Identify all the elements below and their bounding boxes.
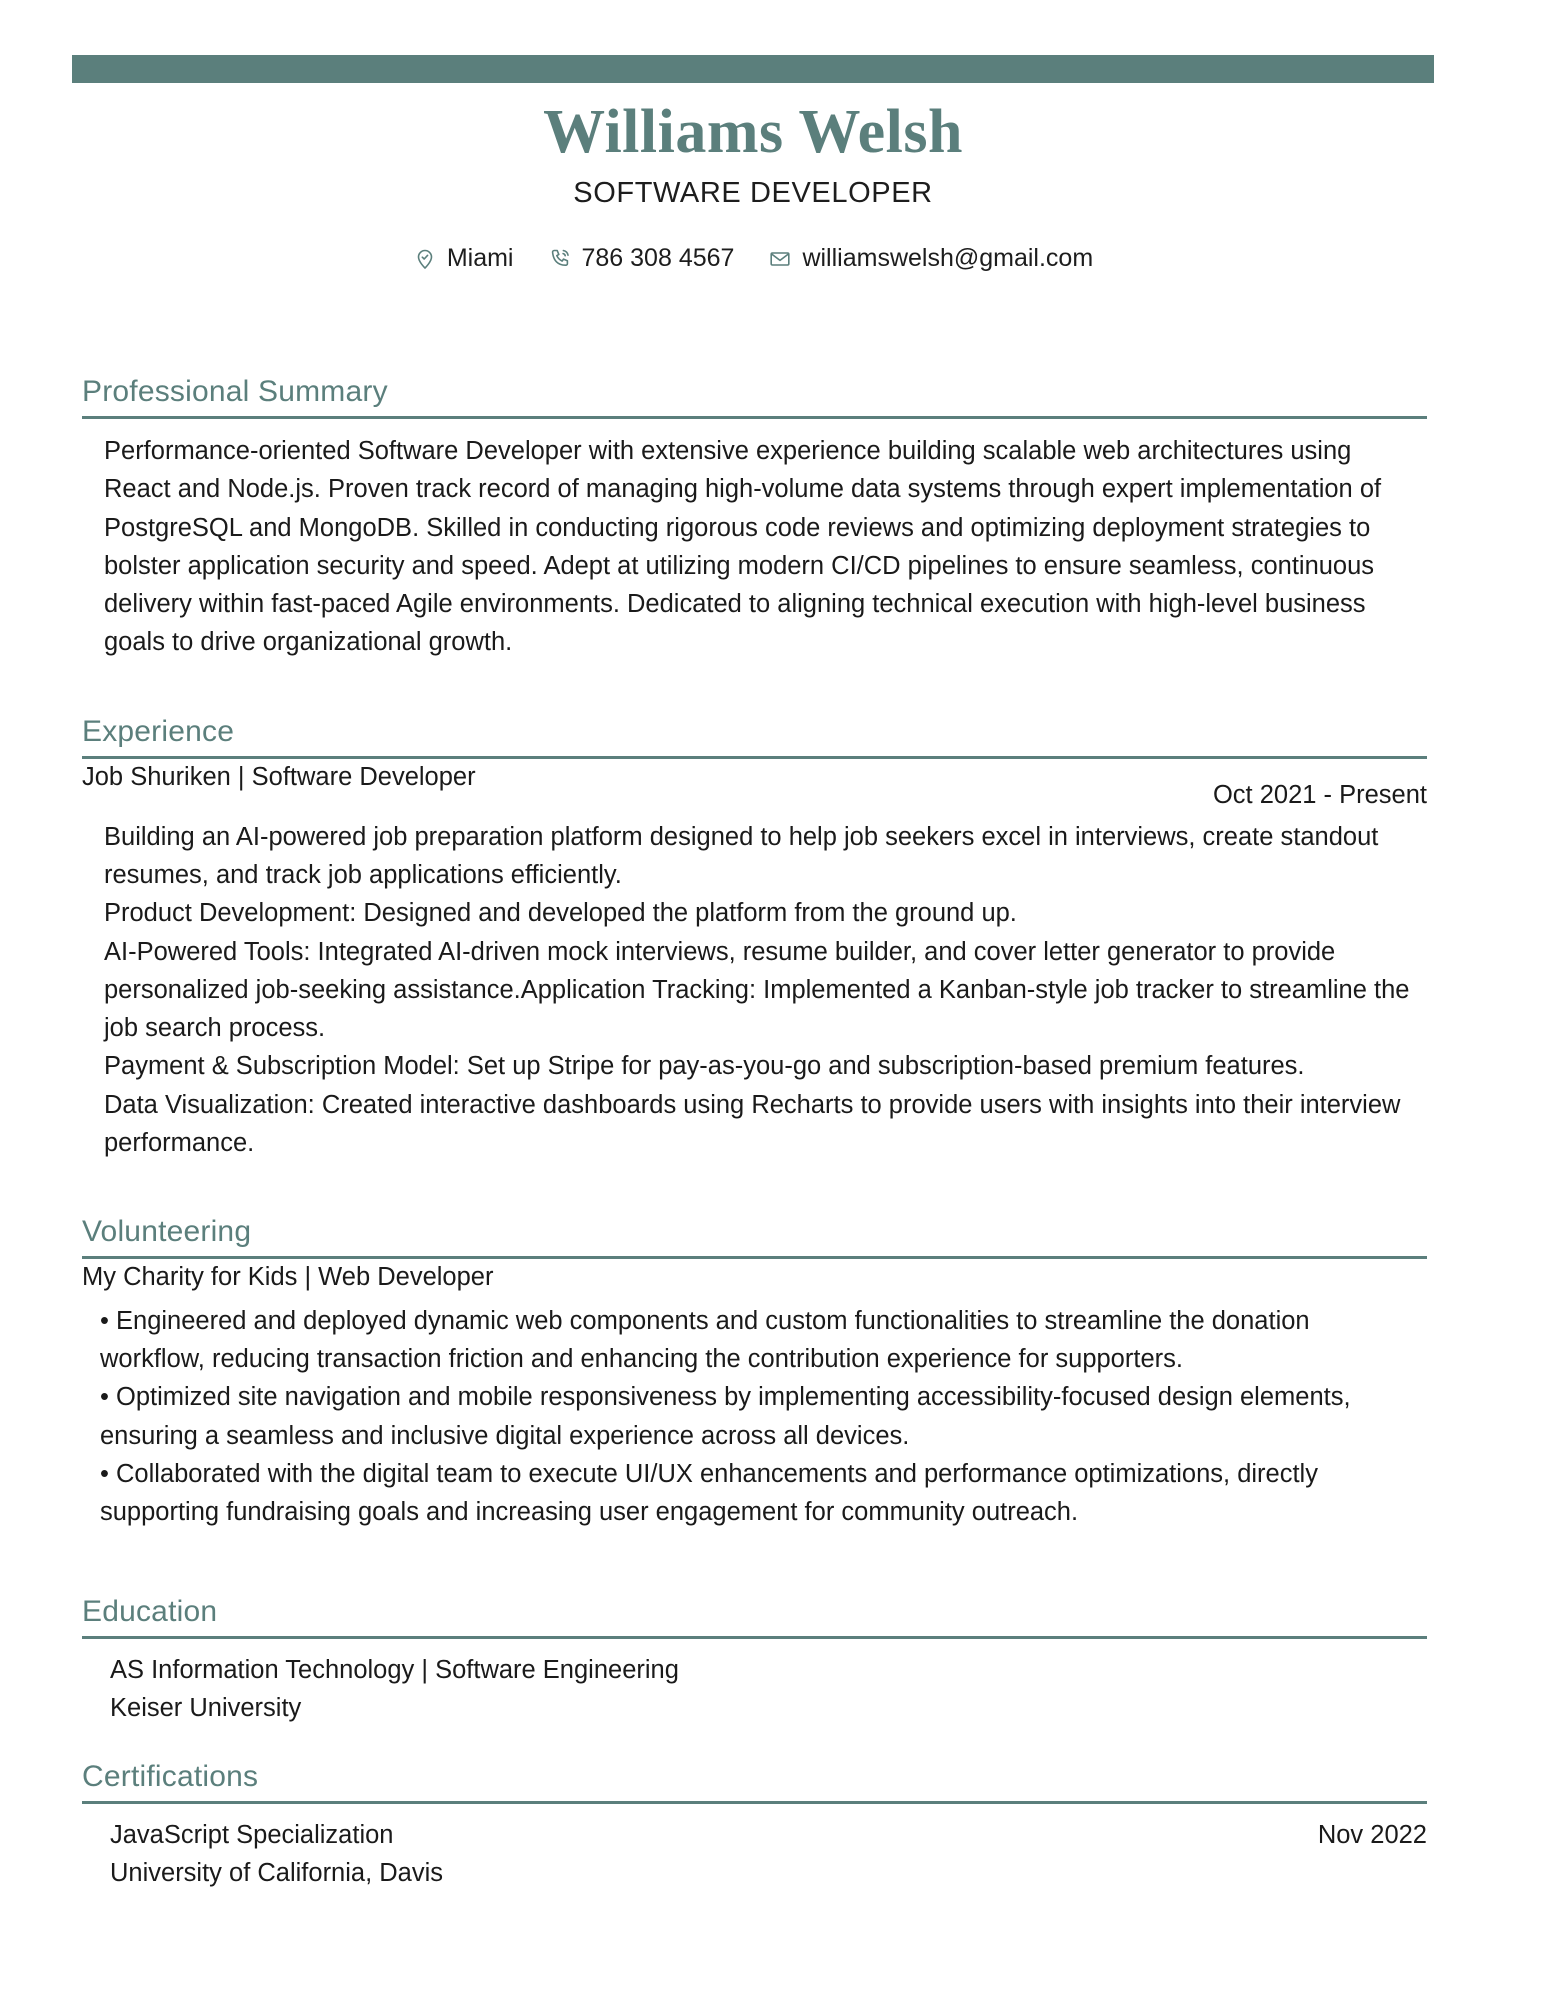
- section-heading-education: Education: [82, 1595, 218, 1628]
- experience-date: Oct 2021 - Present: [1212, 781, 1427, 809]
- section-education: [82, 1595, 1427, 1728]
- experience-entry: [82, 759, 1427, 1162]
- section-certifications: [82, 1760, 1427, 1893]
- contact-location: [413, 244, 514, 273]
- contact-email-value: williamswelsh@gmail.com: [802, 244, 1094, 273]
- contact-phone: [548, 244, 735, 273]
- envelope-icon: [768, 247, 792, 271]
- resume-header: [72, 100, 1434, 273]
- certification-name: JavaScript Specialization: [110, 1821, 394, 1849]
- education-entry: [82, 1651, 1427, 1728]
- experience-line: Data Visualization: Created interactive dashboards using Recharts to provide users with insights into their interview performance.: [104, 1090, 1401, 1157]
- volunteering-bullet: • Optimized site navigation and mobile responsiveness by implementing accessibility-focused design elements, ensuring a seamless and inclusive digital experience across all devices.: [100, 1383, 1351, 1450]
- section-heading-certifications: Certifications: [82, 1760, 259, 1793]
- certification-entry: [82, 1816, 1427, 1893]
- section-heading-experience: Experience: [82, 715, 235, 748]
- section-heading-summary: Professional Summary: [82, 375, 388, 408]
- volunteering-org-role: My Charity for Kids | Web Developer: [82, 1263, 494, 1291]
- job-title-subheading: SOFTWARE DEVELOPER: [573, 177, 933, 210]
- education-degree: AS Information Technology | Software Engineering: [110, 1656, 679, 1684]
- section-rule: [82, 1801, 1427, 1804]
- contact-phone-value: 786 308 4567: [581, 244, 735, 273]
- experience-details: [82, 818, 1427, 1162]
- volunteering-bullet: • Collaborated with the digital team to execute UI/UX enhancements and performance optimizations, directly supporting fundraising goals and increasing user engagement for community outreach.: [100, 1459, 1318, 1527]
- section-experience: [82, 715, 1427, 1162]
- page-title: Williams Welsh: [543, 98, 963, 166]
- volunteering-details: [82, 1302, 1427, 1532]
- volunteering-bullet: • Engineered and deployed dynamic web components and custom functionalities to streamline the donation workflow, reducing transaction friction and enhancing the contribution experience for supporters.: [100, 1306, 1310, 1374]
- section-rule: [82, 416, 1427, 419]
- experience-line: Building an AI-powered job preparation platform designed to help job seekers excel in interviews, create standout resumes, and track job applications efficiently.: [104, 822, 1379, 890]
- section-professional-summary: [82, 375, 1427, 662]
- phone-icon: [548, 247, 572, 271]
- summary-text: Performance-oriented Software Developer with extensive experience building scalable web architectures using React and Node.js. Proven track record of managing high-volume data systems through expert implementation of PostgreSQL and MongoDB. Skilled in conducting rigorous code reviews and optimizing deployment strategies to bolster application security and speed. Adept at utilizing modern CI/CD pipelines to ensure seamless, continuous delivery within fast-paced Agile environments. Dedicated to aligning technical execution with high-level business goals to drive organizational growth.: [104, 437, 1382, 657]
- certification-left: [110, 1816, 443, 1893]
- experience-line: Payment & Subscription Model: Set up Stripe for pay-as-you-go and subscription-based premium features.: [104, 1052, 1305, 1081]
- header-accent-bar: [72, 55, 1434, 83]
- certification-date: Nov 2022: [1317, 1821, 1427, 1849]
- location-pin-icon: [413, 247, 437, 271]
- contact-row: [72, 244, 1434, 273]
- volunteering-entry-head: [82, 1259, 1427, 1296]
- section-heading-volunteering: Volunteering: [82, 1215, 252, 1248]
- contact-location-value: Miami: [446, 244, 514, 273]
- contact-email: [768, 244, 1093, 273]
- section-rule: [82, 1636, 1427, 1639]
- experience-line: Product Development: Designed and developed the platform from the ground up.: [104, 899, 1017, 928]
- volunteering-entry: [82, 1259, 1427, 1531]
- section-volunteering: [82, 1215, 1427, 1531]
- certification-issuer: University of California, Davis: [110, 1859, 444, 1888]
- experience-line: AI-Powered Tools: Integrated AI-driven mock interviews, resume builder, and cover letter generator to provide personalized job-seeking assistance.Application Tracking: Implemented a Kanban-style job tracker to streamline the job search process.: [104, 937, 1410, 1043]
- experience-entry-head: [82, 759, 1427, 814]
- experience-org-role: Job Shuriken | Software Developer: [82, 763, 476, 791]
- education-school: Keiser University: [110, 1694, 302, 1723]
